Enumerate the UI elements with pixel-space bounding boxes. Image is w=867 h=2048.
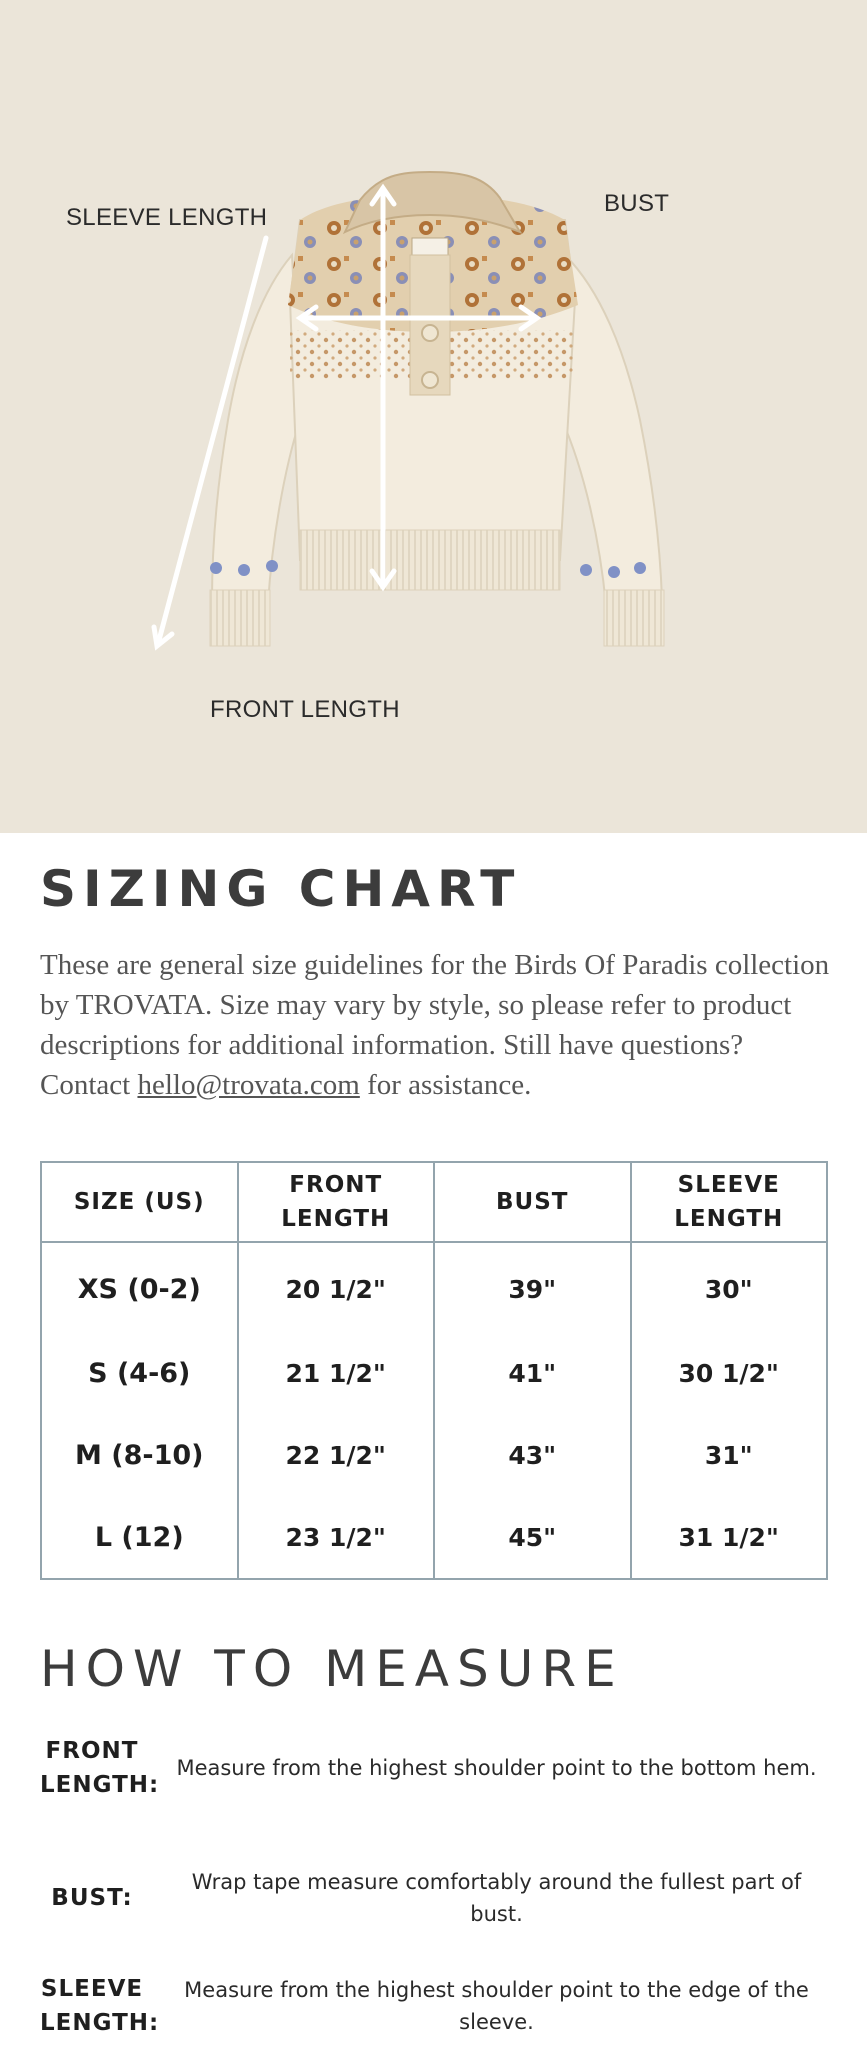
sleeve-length-cell: 31 1/2" xyxy=(631,1496,828,1579)
measure-item-sleeve-length xyxy=(40,1972,827,2040)
header-bust: BUST xyxy=(434,1162,631,1242)
measure-desc: Measure from the highest shoulder point to the bottom hem. xyxy=(176,1756,817,1780)
right-sleeve xyxy=(562,255,662,606)
front-length-cell: 20 1/2" xyxy=(238,1242,435,1332)
bust-cell: 41" xyxy=(434,1332,631,1414)
intro-text: These are general size guidelines for the Birds Of Paradis collection by TROVATA. Size may vary by style, so please refer to product descriptions for additional information. Still have questions? Contact xyxy=(40,949,830,1101)
front-length-cell: 22 1/2" xyxy=(238,1414,435,1496)
measure-term: FRONT LENGTH: xyxy=(40,1738,160,1798)
table-row xyxy=(41,1332,827,1414)
header-front-length: FRONT LENGTH xyxy=(238,1162,435,1242)
sizing-chart-title: SIZING CHART xyxy=(40,860,522,918)
sleeve-length-label: SLEEVE LENGTH xyxy=(66,204,268,231)
front-length-cell: 23 1/2" xyxy=(238,1496,435,1579)
measure-item-front-length xyxy=(40,1734,827,1802)
front-length-cell: 21 1/2" xyxy=(238,1332,435,1414)
left-sleeve xyxy=(212,255,300,604)
bust-cell: 45" xyxy=(434,1496,631,1579)
measure-term: SLEEVE LENGTH: xyxy=(40,1976,160,2036)
intro-text-end: for assistance. xyxy=(359,1069,532,1101)
sleeve-length-cell: 31" xyxy=(631,1414,828,1496)
size-cell: M (8-10) xyxy=(41,1414,238,1496)
sizing-section xyxy=(0,833,867,2040)
sweater-illustration xyxy=(0,0,867,833)
measure-desc: Measure from the highest shoulder point to the edge of the sleeve. xyxy=(184,1978,809,2034)
bust-cell: 39" xyxy=(434,1242,631,1332)
sleeve-length-cell: 30 1/2" xyxy=(631,1332,828,1414)
table-header-row xyxy=(41,1162,827,1242)
header-sleeve-length: SLEEVE LENGTH xyxy=(631,1162,828,1242)
bust-cell: 43" xyxy=(434,1414,631,1496)
front-length-label: FRONT LENGTH xyxy=(210,696,400,723)
bust-label: BUST xyxy=(604,190,670,217)
size-cell: L (12) xyxy=(41,1496,238,1579)
size-table xyxy=(40,1161,828,1580)
sleeve-length-cell: 30" xyxy=(631,1242,828,1332)
contact-email-link[interactable]: hello@trovata.com xyxy=(137,1069,360,1101)
how-to-measure-title: HOW TO MEASURE xyxy=(40,1640,624,1698)
size-cell: S (4-6) xyxy=(41,1332,238,1414)
product-hero xyxy=(0,0,867,833)
header-size: SIZE (US) xyxy=(41,1162,238,1242)
measure-item-bust xyxy=(40,1866,827,1930)
table-row xyxy=(41,1242,827,1332)
table-row xyxy=(41,1414,827,1496)
size-cell: XS (0-2) xyxy=(41,1242,238,1332)
measure-desc: Wrap tape measure comfortably around the fullest part of bust. xyxy=(191,1870,802,1926)
table-row xyxy=(41,1496,827,1579)
measure-term: BUST: xyxy=(51,1885,133,1911)
sizing-intro xyxy=(40,945,840,1105)
